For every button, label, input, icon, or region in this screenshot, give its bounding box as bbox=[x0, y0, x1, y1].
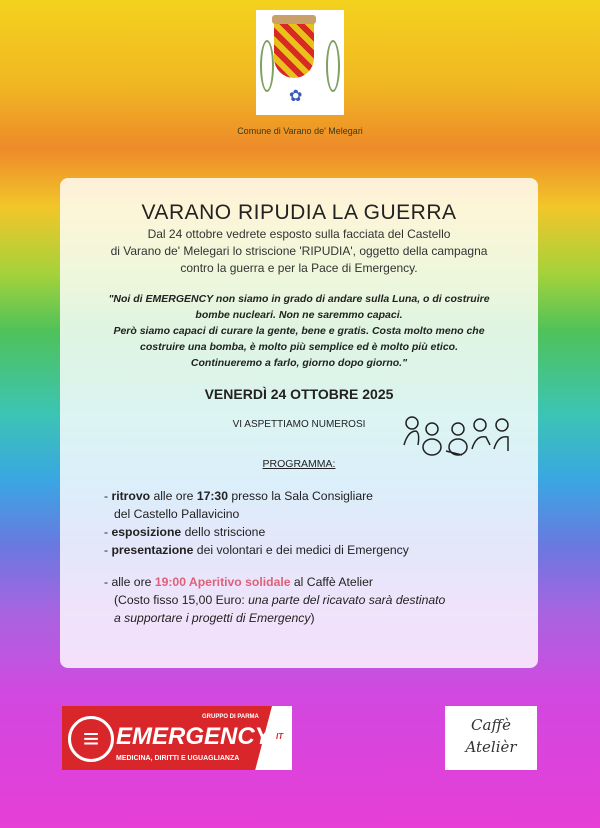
quote-line: Continueremo a farlo, giorno dopo giorno." bbox=[190, 357, 408, 369]
event-date: VENERDÌ 24 OTTOBRE 2025 bbox=[204, 386, 394, 402]
list-item-cont: (Costo fisso 15,00 Euro: una parte del ricavato sarà destinato bbox=[114, 593, 446, 607]
quote-line: costruire una bomba, è molto più semplice ed è molto più etico. bbox=[140, 341, 458, 353]
emergency-group: GRUPPO DI PARMA bbox=[202, 714, 259, 720]
comune-label: Comune di Varano de' Melegari bbox=[237, 126, 363, 136]
intro-line: Dal 24 ottobre vedrete esposto sulla facciata del Castello bbox=[147, 227, 451, 241]
laurel-icon bbox=[326, 40, 340, 92]
crown-icon bbox=[272, 15, 316, 24]
list-item-cont: a supportare i progetti di Emergency) bbox=[114, 611, 315, 625]
content-card bbox=[60, 178, 538, 668]
page-title: VARANO RIPUDIA LA GUERRA bbox=[141, 201, 457, 224]
caffe-line: Atelièr bbox=[465, 738, 517, 756]
quote-line: "Noi di EMERGENCY non siamo in grado di andare sulla Luna, o di costruire bbox=[108, 293, 490, 305]
quote bbox=[68, 291, 530, 371]
programma-list bbox=[104, 487, 530, 627]
list-item: - alle ore 19:00 Aperitivo solidale al Caffè Atelier bbox=[104, 575, 373, 589]
list-item: - ritrovo alle ore 17:30 presso la Sala Consigliare bbox=[104, 489, 373, 503]
shield-icon bbox=[274, 24, 314, 78]
programma-heading: PROGRAMMA: bbox=[262, 458, 336, 470]
laurel-icon bbox=[260, 40, 274, 92]
intro-line: contro la guerra e per la Pace di Emergency. bbox=[180, 261, 418, 275]
welcome-row bbox=[68, 415, 530, 457]
list-item: - presentazione dei volontari e dei medici di Emergency bbox=[104, 543, 409, 557]
caffe-atelier-logo bbox=[445, 706, 537, 770]
emergency-name: EMERGENCY bbox=[116, 723, 271, 750]
list-item: - esposizione dello striscione bbox=[104, 525, 266, 539]
emergency-e-icon: ≡ bbox=[68, 716, 114, 762]
emergency-it: IT bbox=[276, 732, 284, 741]
welcome-text: VI ASPETTIAMO NUMEROSI bbox=[232, 419, 366, 430]
list-item-cont: del Castello Pallavicino bbox=[114, 507, 240, 521]
caffe-line: Caffè bbox=[471, 716, 511, 734]
emergency-subtitle: MEDICINA, DIRITTI E UGUAGLIANZA bbox=[116, 755, 240, 762]
emergency-logo bbox=[62, 706, 292, 770]
ribbon-icon: ✿ bbox=[289, 88, 303, 105]
quote-line: bombe nucleari. Non ne saremmo capaci. bbox=[195, 309, 403, 321]
people-illustration-icon bbox=[402, 415, 514, 457]
quote-line: Però siamo capaci di curare la gente, bene e gratis. Costa molto meno che bbox=[113, 325, 485, 337]
municipal-crest bbox=[256, 10, 344, 115]
intro-text bbox=[68, 226, 530, 277]
intro-line: di Varano de' Melegari lo striscione 'RIPUDIA', oggetto della campagna bbox=[110, 244, 488, 258]
